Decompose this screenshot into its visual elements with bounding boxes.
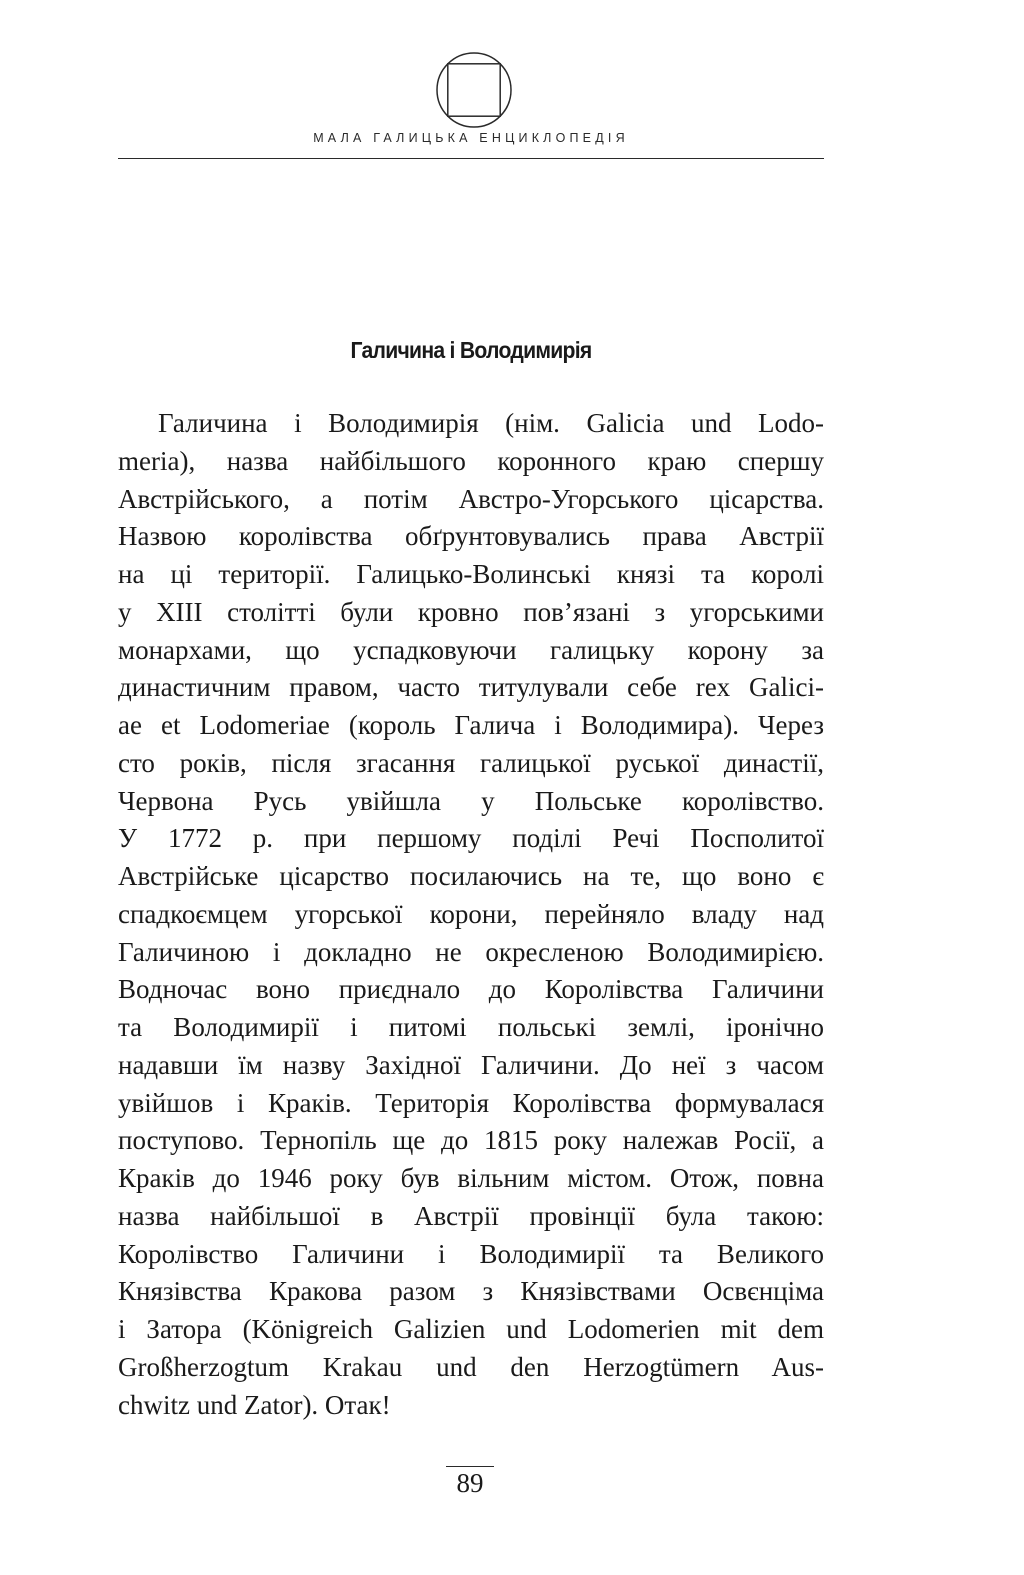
body-line: Австрійське цісарство посилаючись на те, що воно є xyxy=(118,861,824,891)
body-line: Королівство Галичини і Володимирії та Великого xyxy=(118,1238,824,1269)
body-line: увійшов і Краків. Територія Королівства формувалася xyxy=(118,1087,824,1118)
body-line: meria), назва найбільшого коронного краю спершу xyxy=(118,445,824,476)
article-title: Галичина і Володимирія xyxy=(350,337,592,363)
body-line: У 1772 р. при першому поділі Речі Посполитої xyxy=(118,823,824,854)
body-line: Großherzogtum Krakau und den Herzogtümern Aus- xyxy=(118,1351,824,1382)
body-line: поступово. Тернопіль ще до 1815 року належав Росії, а xyxy=(118,1125,824,1156)
running-head: МАЛА ГАЛИЦЬКА ЕНЦИКЛОПЕДІЯ xyxy=(313,131,629,145)
body-line: та Володимирії і питомі польські землі, іронічно xyxy=(118,1012,824,1042)
body-line: монархами, що успадковуючи галицьку корону за xyxy=(118,634,824,665)
body-line: надавши їм назву Західної Галичини. До неї з часом xyxy=(118,1049,824,1080)
body-line: Галичина і Володимирія (нім. Galicia und Lodo- xyxy=(158,408,824,438)
body-line: спадкоємцем угорської корони, перейняло владу над xyxy=(118,898,824,929)
header-rule xyxy=(118,158,824,159)
body-line: династичним правом, часто титулували себе rex Galici- xyxy=(118,672,824,703)
body-line: Червона Русь увійшла у Польське королівство. xyxy=(118,785,824,816)
body-line: chwitz und Zator). Отак! xyxy=(118,1389,391,1420)
article-body xyxy=(118,405,824,1424)
body-line: Назвою королівства обґрунтовувались права Австрії xyxy=(118,521,824,552)
body-line: Галичиною і докладно не окресленою Володимирією. xyxy=(118,936,824,967)
body-line: Водночас воно приєднало до Королівства Галичини xyxy=(118,974,824,1005)
body-line: Князівства Кракова разом з Князівствами Освєнціма xyxy=(118,1276,824,1307)
body-line: і Затора (Königreich Galizien und Lodomerien mit dem xyxy=(118,1314,824,1344)
encyclopedia-emblem-icon xyxy=(434,50,514,130)
body-line: Австрійського, а потім Австро-Угорського цісарства. xyxy=(118,483,824,514)
body-line: у XIII столітті були кровно пов’язані з угорськими xyxy=(118,596,824,627)
body-line: сто років, після згасання галицької руської династії, xyxy=(118,747,824,778)
body-line: ae et Lodomeriae (король Галича і Володимира). Через xyxy=(118,710,824,740)
body-line: назва найбільшої в Австрії провінції була такою: xyxy=(118,1200,824,1231)
body-line: Краків до 1946 року був вільним містом. Отож, повна xyxy=(118,1163,824,1193)
body-line: на ці території. Галицько-Волинські князі та королі xyxy=(118,559,824,589)
page-number: 89 xyxy=(456,1468,484,1498)
